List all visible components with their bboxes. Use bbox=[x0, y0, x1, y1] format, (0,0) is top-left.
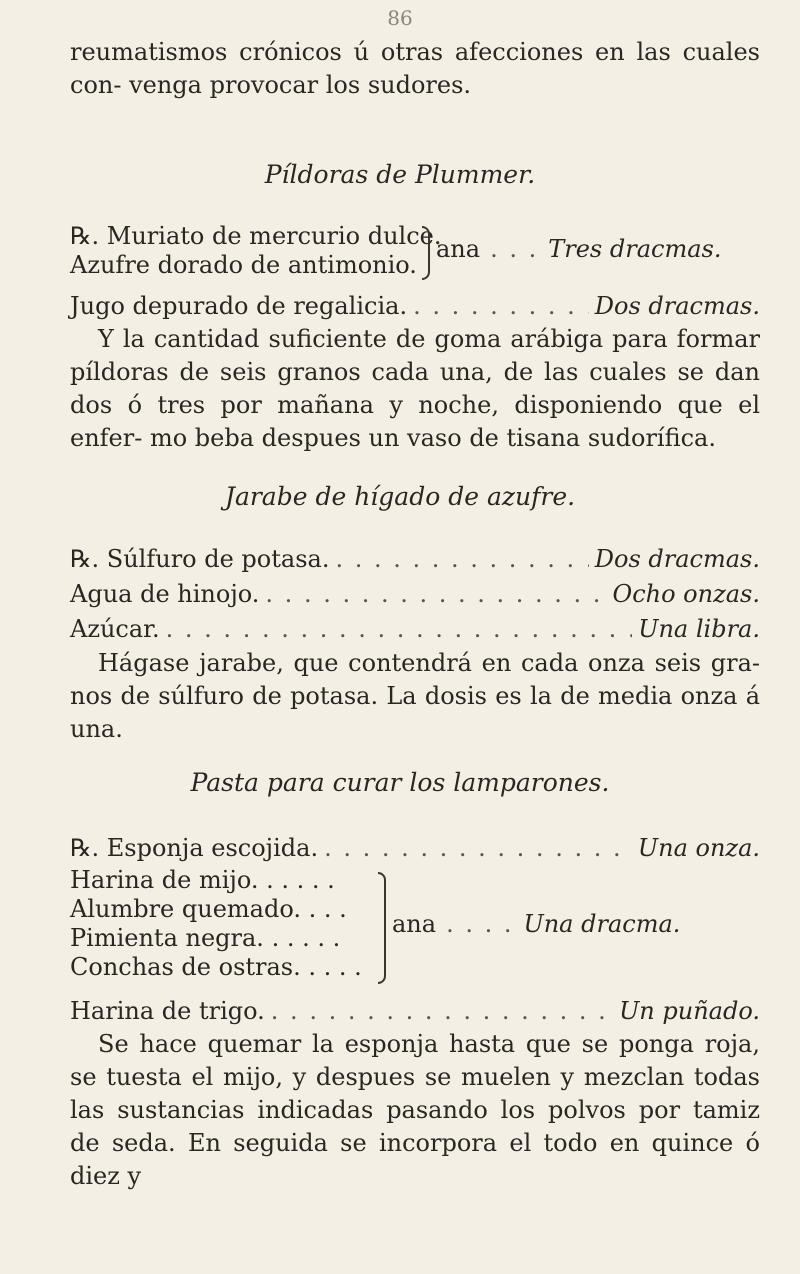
leader-dots bbox=[271, 995, 613, 1028]
ingredient-group-1 bbox=[70, 222, 760, 282]
leader-dots: . . . bbox=[490, 235, 539, 263]
leader-dots bbox=[324, 832, 632, 865]
ingredient-name: ℞. Súlfuro de potasa. bbox=[70, 545, 330, 573]
section-title-jarabe: Jarabe de hígado de azufre. bbox=[224, 482, 576, 511]
ingredient-row bbox=[70, 578, 760, 611]
page-number: 86 bbox=[387, 6, 413, 30]
brace bbox=[378, 872, 386, 984]
ingredient-name: Jugo depurado de regalicia. bbox=[70, 292, 408, 320]
ingredient-amount: Tres dracmas. bbox=[548, 235, 722, 263]
ingredient-amount: Una dracma. bbox=[523, 910, 681, 938]
leader-dots bbox=[335, 543, 588, 576]
ingredient-group-amount-line bbox=[436, 235, 721, 263]
ingredient-group-2 bbox=[70, 866, 760, 986]
ingredient-group-amount-line bbox=[392, 910, 680, 938]
ingredient-name: Harina de mijo. . . . . . bbox=[70, 866, 335, 894]
ingredient-name: ℞. Esponja escojida. bbox=[70, 834, 319, 862]
ingredient-name: Alumbre quemado. . . . bbox=[70, 895, 347, 923]
leader-dots: . . . . bbox=[446, 910, 514, 938]
instructions-paragraph: Se hace quemar la esponja hasta que se ponga roja, se tuesta el mijo, y despues se muelen y mezclan todas las sustancias indicadas pasando los polvos por tamiz de seda. En seguida se incorpora el todo en quince ó diez y bbox=[70, 1030, 760, 1190]
instructions-paragraph: Y la cantidad suficiente de goma arábiga para formar píldoras de seis granos cada una, de las cuales se dan dos ó tres por mañana y noche, disponiendo que el enfer- mo beba despues un vaso de tisana sudorífica. bbox=[70, 325, 760, 452]
section-title-pasta: Pasta para curar los lamparones. bbox=[190, 768, 610, 797]
ingredient-group-names bbox=[70, 866, 362, 982]
ingredient-amount: Una libra. bbox=[638, 615, 760, 643]
ingredient-row bbox=[70, 995, 760, 1028]
instructions-paragraph: Hágase jarabe, que contendrá en cada onza seis gra- nos de súlfuro de potasa. La dosis es la de media onza á una. bbox=[70, 649, 760, 743]
ingredient-amount: Un puñado. bbox=[619, 997, 760, 1025]
intro-paragraph: reumatismos crónicos ú otras afecciones en las cuales con- venga provocar los sudores. bbox=[70, 38, 760, 99]
ingredient-name: Azufre dorado de antimonio. bbox=[70, 251, 417, 279]
ingredient-name: Conchas de ostras. . . . . bbox=[70, 953, 362, 981]
leader-dots bbox=[265, 578, 606, 611]
ingredient-name: ℞. Muriato de mercurio dulce. bbox=[70, 222, 442, 250]
ingredient-row bbox=[70, 543, 760, 576]
ingredient-amount: Dos dracmas. bbox=[594, 545, 760, 573]
ingredient-name: Agua de hinojo. bbox=[70, 580, 260, 608]
section-title-pildoras: Píldoras de Plummer. bbox=[264, 160, 536, 189]
ingredient-row bbox=[70, 290, 760, 323]
leader-dots bbox=[166, 613, 633, 646]
ingredient-amount: Dos dracmas. bbox=[594, 292, 760, 320]
ingredient-name: Harina de trigo. bbox=[70, 997, 265, 1025]
ingredient-name: Azúcar. bbox=[70, 615, 160, 643]
ingredient-row bbox=[70, 832, 760, 865]
ingredient-row bbox=[70, 613, 760, 646]
ingredient-amount: Ocho onzas. bbox=[612, 580, 760, 608]
brace bbox=[422, 226, 430, 280]
ana-label: ana bbox=[392, 910, 437, 938]
ingredient-group-names bbox=[70, 222, 442, 280]
ingredient-name: Pimienta negra. . . . . . bbox=[70, 924, 341, 952]
ana-label: ana bbox=[436, 235, 481, 263]
leader-dots bbox=[413, 290, 589, 323]
ingredient-amount: Una onza. bbox=[637, 834, 760, 862]
